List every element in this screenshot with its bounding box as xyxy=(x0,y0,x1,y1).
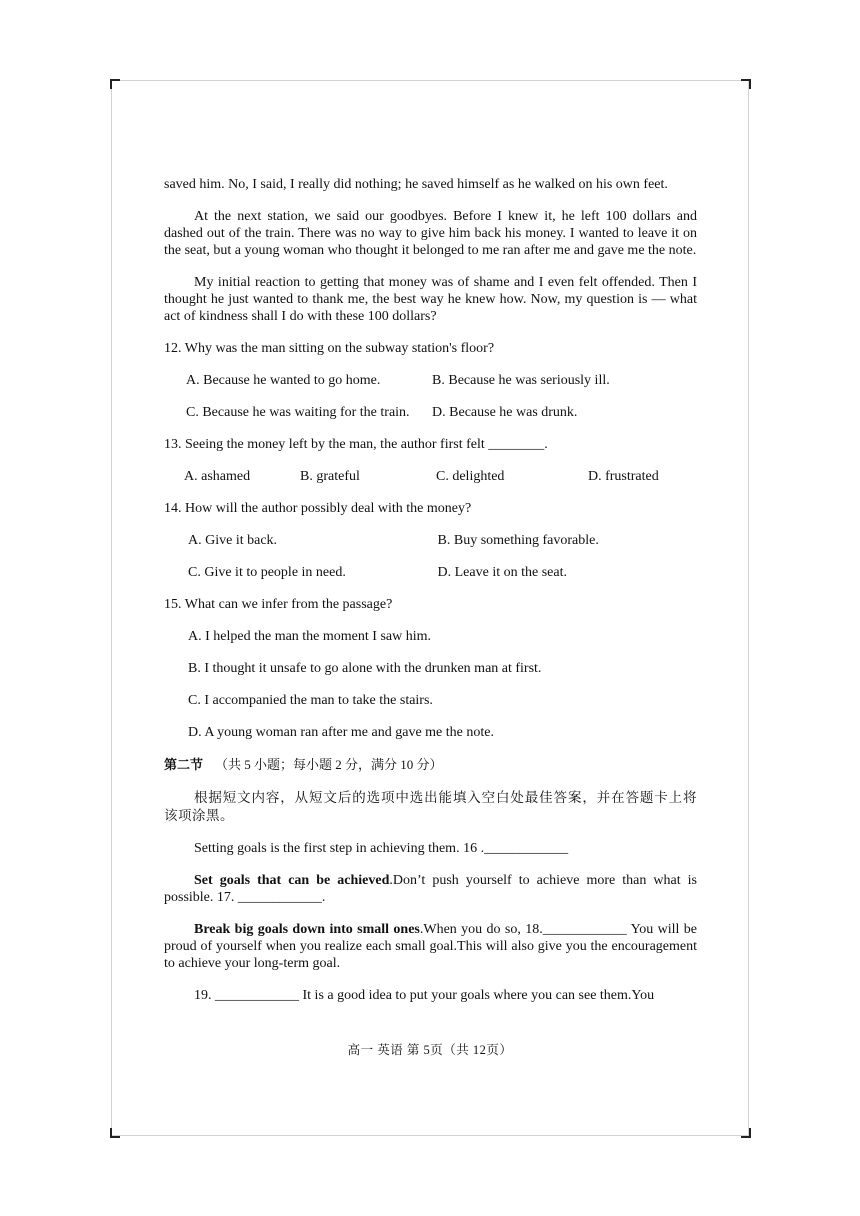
question-14-option-a: A. Give it back. xyxy=(188,533,278,548)
crop-mark-bottom-left xyxy=(110,1128,120,1138)
section-2-paragraph-3 xyxy=(164,921,697,972)
section-2-sentence-1: Setting goals is the first step in achieving them. 16 .____________ xyxy=(194,841,569,856)
question-13-option-b: B. grateful xyxy=(300,469,360,484)
question-13-options xyxy=(164,468,697,485)
question-13-stem: 13. Seeing the money left by the man, the author first felt ________. xyxy=(164,437,548,452)
passage-paragraph-1: saved him. No, I said, I really did nothing; he saved himself as he walked on his own feet. xyxy=(164,177,668,192)
question-12-options-row-1 xyxy=(164,372,697,389)
passage-paragraph-3: My initial reaction to getting that money was of shame and I even felt offended. Then I thought he just wanted to thank me, the best way he knew how. Now, my question is — what act of kindness shall I do with these 100 dollars? xyxy=(164,275,697,324)
crop-mark-bottom-right xyxy=(741,1128,751,1138)
question-15-option-c: C. I accompanied the man to take the stairs. xyxy=(188,693,433,708)
section-2-paragraph-4: 19. ____________ It is a good idea to put your goals where you can see them.You xyxy=(194,988,655,1003)
passage-paragraph-2: At the next station, we said our goodbyes. Before I knew it, he left 100 dollars and dashed out of the train. There was no way to give him back his money. I wanted to leave it on the seat, but a young woman who thought it belonged to me ran after me and gave me the note. xyxy=(164,209,697,258)
question-14-option-b: B. Buy something favorable. xyxy=(437,533,599,548)
section-2-paragraph-2-text: .Don’t push yourself to achieve more than what is possible. 17. ____________. xyxy=(164,873,697,905)
section-2-paragraph-3-text: .When you do so, 18.____________ You will be proud of yourself when you realize each small goal.This will also give you the encouragement to achieve your long-term goal. xyxy=(164,922,697,971)
question-15-option-b: B. I thought it unsafe to go alone with the drunken man at first. xyxy=(188,661,542,676)
crop-mark-top-left xyxy=(110,79,120,89)
question-14-options-row-2 xyxy=(164,564,697,581)
question-15-option-d: D. A young woman ran after me and gave me the note. xyxy=(188,725,494,740)
section-2-scoring-note: （共 5 小题；每小题 2 分，满分 10 分） xyxy=(215,757,443,772)
document-content xyxy=(164,176,697,1019)
section-2-instruction: 根据短文内容，从短文后的选项中选出能填入空白处最佳答案，并在答题卡上将该项涂黑。 xyxy=(164,790,697,823)
question-15-option-a: A. I helped the man the moment I saw him. xyxy=(188,629,431,644)
question-12-stem: 12. Why was the man sitting on the subway station's floor? xyxy=(164,341,495,356)
section-2-title: 第二节 xyxy=(164,758,204,773)
question-12-option-a: A. Because he wanted to go home. xyxy=(186,373,381,388)
question-14-options-row-1 xyxy=(164,532,697,549)
question-12-option-c: C. Because he was waiting for the train. xyxy=(186,405,410,420)
question-15-stem: 15. What can we infer from the passage? xyxy=(164,597,393,612)
question-12-option-d: D. Because he was drunk. xyxy=(432,405,578,420)
question-13-option-c: C. delighted xyxy=(436,469,505,484)
question-12-options-row-2 xyxy=(164,404,697,421)
question-13-option-d: D. frustrated xyxy=(588,469,659,484)
question-14-option-d: D. Leave it on the seat. xyxy=(437,565,567,580)
page-footer: 高一 英语 第 5页（共 12页） xyxy=(347,1043,513,1057)
question-12-option-b: B. Because he was seriously ill. xyxy=(432,373,610,388)
crop-mark-top-right xyxy=(741,79,751,89)
question-13-option-a: A. ashamed xyxy=(184,469,251,484)
section-2-heading-break-goals: Break big goals down into small ones xyxy=(194,922,420,937)
question-14-option-c: C. Give it to people in need. xyxy=(188,565,346,580)
question-14-stem: 14. How will the author possibly deal with the money? xyxy=(164,501,472,516)
section-2-paragraph-2 xyxy=(164,872,697,906)
section-2-heading xyxy=(164,756,697,774)
section-2-heading-set-goals: Set goals that can be achieved xyxy=(194,873,390,888)
